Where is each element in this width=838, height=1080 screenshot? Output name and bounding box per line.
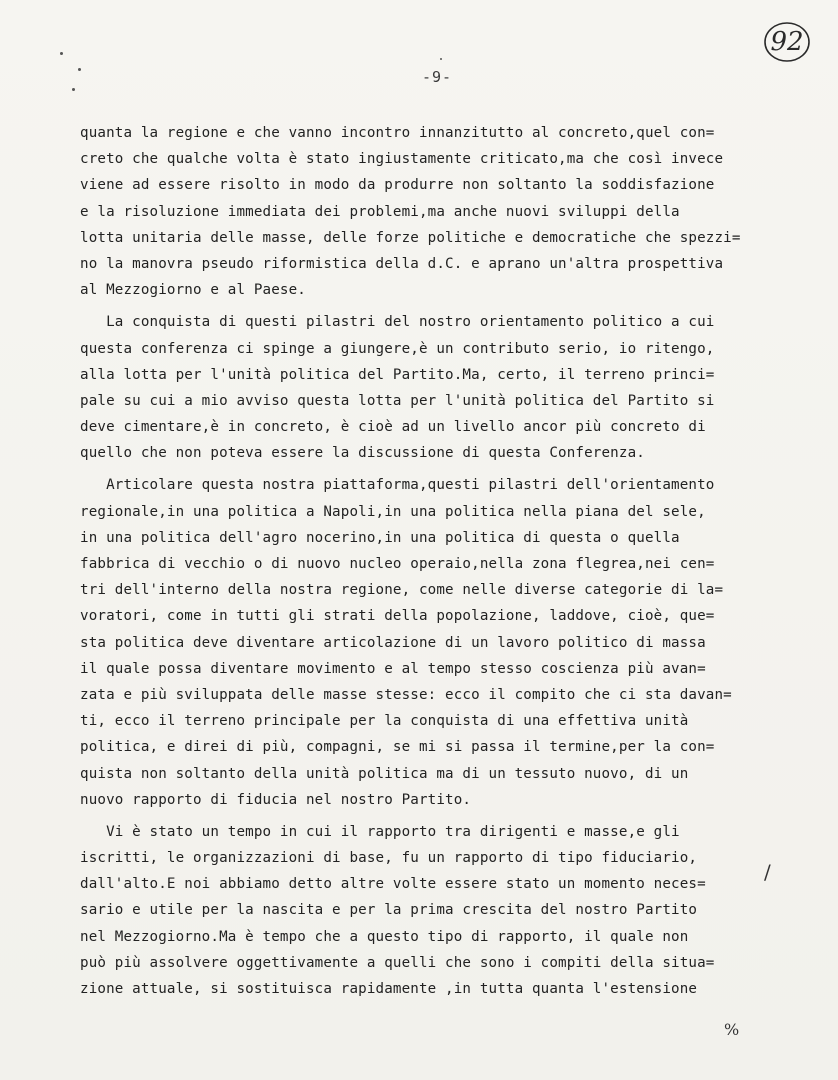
text-line: voratori, come in tutti gli strati della popolazione, laddove, cioè, que= (80, 608, 715, 625)
text-line: questa conferenza ci spinge a giungere,è un contributo serio, io ritengo, (80, 340, 715, 357)
text-line: deve cimentare,è in concreto, è cioè ad un livello ancor più concreto di (80, 419, 706, 436)
text-line: regionale,in una politica a Napoli,in una politica nella piana del sele, (80, 503, 706, 520)
ink-speck (78, 68, 81, 71)
text-line: zata e più sviluppata delle masse stesse: ecco il compito che ci sta davan= (80, 686, 732, 703)
text-line: alla lotta per l'unità politica del Partito.Ma, certo, il terreno princi= (80, 366, 715, 383)
folio-number: 92 (770, 27, 804, 57)
text-line: nuovo rapporto di fiducia nel nostro Partito. (80, 791, 472, 808)
body-text (80, 120, 800, 1002)
text-line: viene ad essere risolto in modo da produrre non soltanto la soddisfazione (80, 177, 715, 194)
text-line: al Mezzogiorno e al Paese. (80, 282, 306, 299)
text-line: lotta unitaria delle masse, delle forze politiche e democratiche che spezzi= (80, 229, 741, 246)
ink-speck (72, 88, 75, 91)
paragraph (80, 472, 800, 812)
text-line: La conquista di questi pilastri del nostro orientamento politico a cui (80, 314, 715, 331)
text-line: fabbrica di vecchio o di nuovo nucleo operaio,nella zona flegrea,nei cen= (80, 556, 715, 572)
text-line: Articolare questa nostra piattaforma,questi pilastri dell'orientamento (80, 477, 715, 494)
ink-speck (60, 52, 63, 55)
paragraph (80, 309, 800, 466)
text-line: Vi è stato un tempo in cui il rapporto tra dirigenti e masse,e gli (80, 823, 680, 840)
page-number: -9- (422, 68, 453, 86)
text-line: pale su cui a mio avviso questa lotta per l'unità politica del Partito si (80, 392, 715, 409)
paragraph (80, 819, 800, 1002)
text-line: e la risoluzione immediata dei problemi,ma anche nuovi sviluppi della (80, 203, 680, 220)
text-line: quello che non poteva essere la discussione di questa Conferenza. (80, 445, 645, 462)
folio-circled-number (762, 20, 812, 64)
text-line: quanta la regione e che vanno incontro innanzitutto al concreto,quel con= (80, 125, 715, 141)
ink-speck (440, 58, 442, 60)
text-line: no la manovra pseudo riformistica della d.C. e aprano un'altra prospettiva (80, 255, 724, 272)
text-line: tri dell'interno della nostra regione, come nelle diverse categorie di la= (80, 582, 724, 599)
text-line: può più assolvere oggettivamente a quelli che sono i compiti della situa= (80, 954, 715, 971)
text-line: quista non soltanto della unità politica ma di un tessuto nuovo, di un (80, 765, 689, 782)
text-line: il quale possa diventare movimento e al tempo stesso coscienza più avan= (80, 660, 706, 677)
text-line: sta politica deve diventare articolazione di un lavoro politico di massa (80, 634, 706, 651)
text-line: zione attuale, si sostituisca rapidamente ,in tutta quanta l'estensione (80, 981, 698, 997)
text-line: in una politica dell'agro nocerino,in una politica di questa o quella (80, 529, 680, 546)
text-line: nel Mezzogiorno.Ma è tempo che a questo tipo di rapporto, il quale non (80, 928, 689, 945)
margin-handwritten-stroke: / (764, 860, 771, 884)
text-line: dall'alto.E noi abbiamo detto altre volte essere stato un momento neces= (80, 876, 706, 893)
text-line: politica, e direi di più, compagni, se mi si passa il termine,per la con= (80, 739, 715, 756)
paragraph (80, 120, 800, 303)
text-line: iscritti, le organizzazioni di base, fu un rapporto di tipo fiduciario, (80, 850, 698, 867)
text-line: ti, ecco il terreno principale per la conquista di una effettiva unità (80, 713, 689, 730)
bottom-handwritten-mark: % (724, 1020, 740, 1039)
text-line: sario e utile per la nascita e per la prima crescita del nostro Partito (80, 902, 698, 919)
text-line: creto che qualche volta è stato ingiustamente criticato,ma che così invece (80, 151, 724, 168)
